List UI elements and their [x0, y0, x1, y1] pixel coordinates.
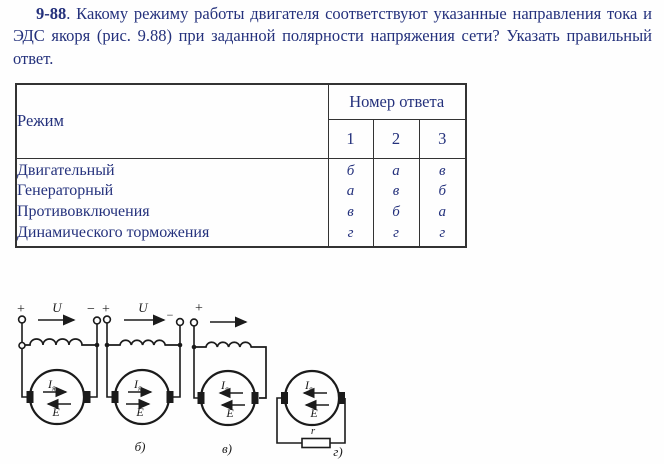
answers-column-2 [373, 158, 419, 247]
answer-cell: а [392, 162, 400, 179]
answer-cell: г [347, 225, 354, 242]
circuit-a-diagram [17, 300, 100, 424]
answer-cell: г [439, 225, 446, 242]
current-symbol: I [48, 377, 52, 391]
current-symbol: I [221, 378, 225, 392]
resistor-label: r [310, 425, 316, 437]
emf-label: E [226, 406, 234, 420]
answer-table [15, 83, 467, 248]
answer-column-2: 2 [373, 119, 419, 158]
answer-cell: б [438, 183, 447, 200]
current-subscript: я [52, 383, 56, 393]
emf-label: E [136, 405, 144, 419]
voltage-label: U [138, 300, 148, 315]
wire [174, 326, 181, 398]
table-header-mode: Режим [16, 84, 328, 158]
voltage-label: U [52, 300, 62, 315]
terminal-circle [191, 319, 198, 326]
plus-terminal-label: + [17, 302, 25, 317]
current-subscript: я [225, 384, 229, 394]
terminal-circle [19, 316, 26, 323]
terminal-circle [104, 316, 111, 323]
wire [107, 323, 112, 397]
armature-current-label [220, 378, 229, 394]
mode-row-label: Динамического торможения [17, 224, 210, 242]
current-symbol: I [305, 378, 309, 392]
minus-terminal-label: − [87, 302, 95, 317]
junction-circle [19, 343, 25, 349]
armature-current-label [304, 378, 313, 394]
mode-row-label: Двигательный [17, 161, 115, 179]
answer-column-3: 3 [419, 119, 466, 158]
brush [84, 391, 91, 403]
answer-cell: а [346, 183, 355, 200]
wire [91, 324, 98, 397]
circuit-b-diagram [102, 300, 183, 454]
circuit-figure [0, 295, 664, 464]
circuit-v-diagram [191, 301, 266, 456]
current-subscript: я [309, 384, 313, 394]
field-winding-coil [26, 339, 98, 345]
circuit-label-b: б) [134, 439, 146, 454]
plus-terminal-label: + [102, 302, 110, 317]
brush [281, 392, 288, 404]
armature-current-label [133, 377, 142, 393]
resistor-symbol [302, 439, 330, 448]
circuit-label-g: г) [333, 444, 343, 459]
answer-cell: б [346, 162, 355, 179]
problem-statement [13, 3, 652, 70]
answer-cell: г [393, 225, 399, 242]
answer-cell: в [347, 204, 354, 221]
answers-column-1 [328, 158, 373, 247]
problem-number: 9-88 [36, 4, 67, 23]
answer-cell: в [438, 162, 446, 179]
brush [198, 392, 205, 404]
brush [252, 392, 259, 404]
brush [27, 391, 34, 403]
brush [112, 391, 119, 403]
answer-column-1: 1 [328, 119, 373, 158]
answer-cell: в [392, 183, 400, 200]
circuit-g-diagram [277, 371, 345, 459]
plus-terminal-label: + [195, 301, 203, 316]
answer-cell: а [438, 204, 446, 221]
answer-cell: б [392, 204, 400, 221]
minus-terminal-label: − [166, 308, 174, 322]
wire [22, 349, 27, 397]
wire [194, 326, 198, 398]
brush [338, 392, 345, 404]
terminal-circle [94, 317, 101, 324]
terminal-circle [177, 319, 184, 326]
emf-label: E [52, 405, 60, 419]
mode-row-label: Генераторный [17, 182, 114, 200]
brush [167, 391, 174, 403]
answers-column-3 [419, 158, 466, 247]
circuit-label-v: в) [222, 441, 232, 456]
table-header-answers: Номер ответа [328, 84, 466, 119]
problem-text: . Какому режиму работы двигателя соответствуют указанные направления тока и ЭДС якоря (рис. 9.88) при заданной полярности напряжения сети? Указать правильный ответ. [13, 4, 652, 68]
emf-label: E [310, 406, 318, 420]
armature-current-label [47, 377, 56, 393]
current-symbol: I [134, 377, 138, 391]
field-winding-coil [107, 340, 180, 345]
mode-list [16, 158, 328, 247]
mode-row-label: Противовключения [17, 203, 150, 221]
current-subscript: я [138, 383, 142, 393]
